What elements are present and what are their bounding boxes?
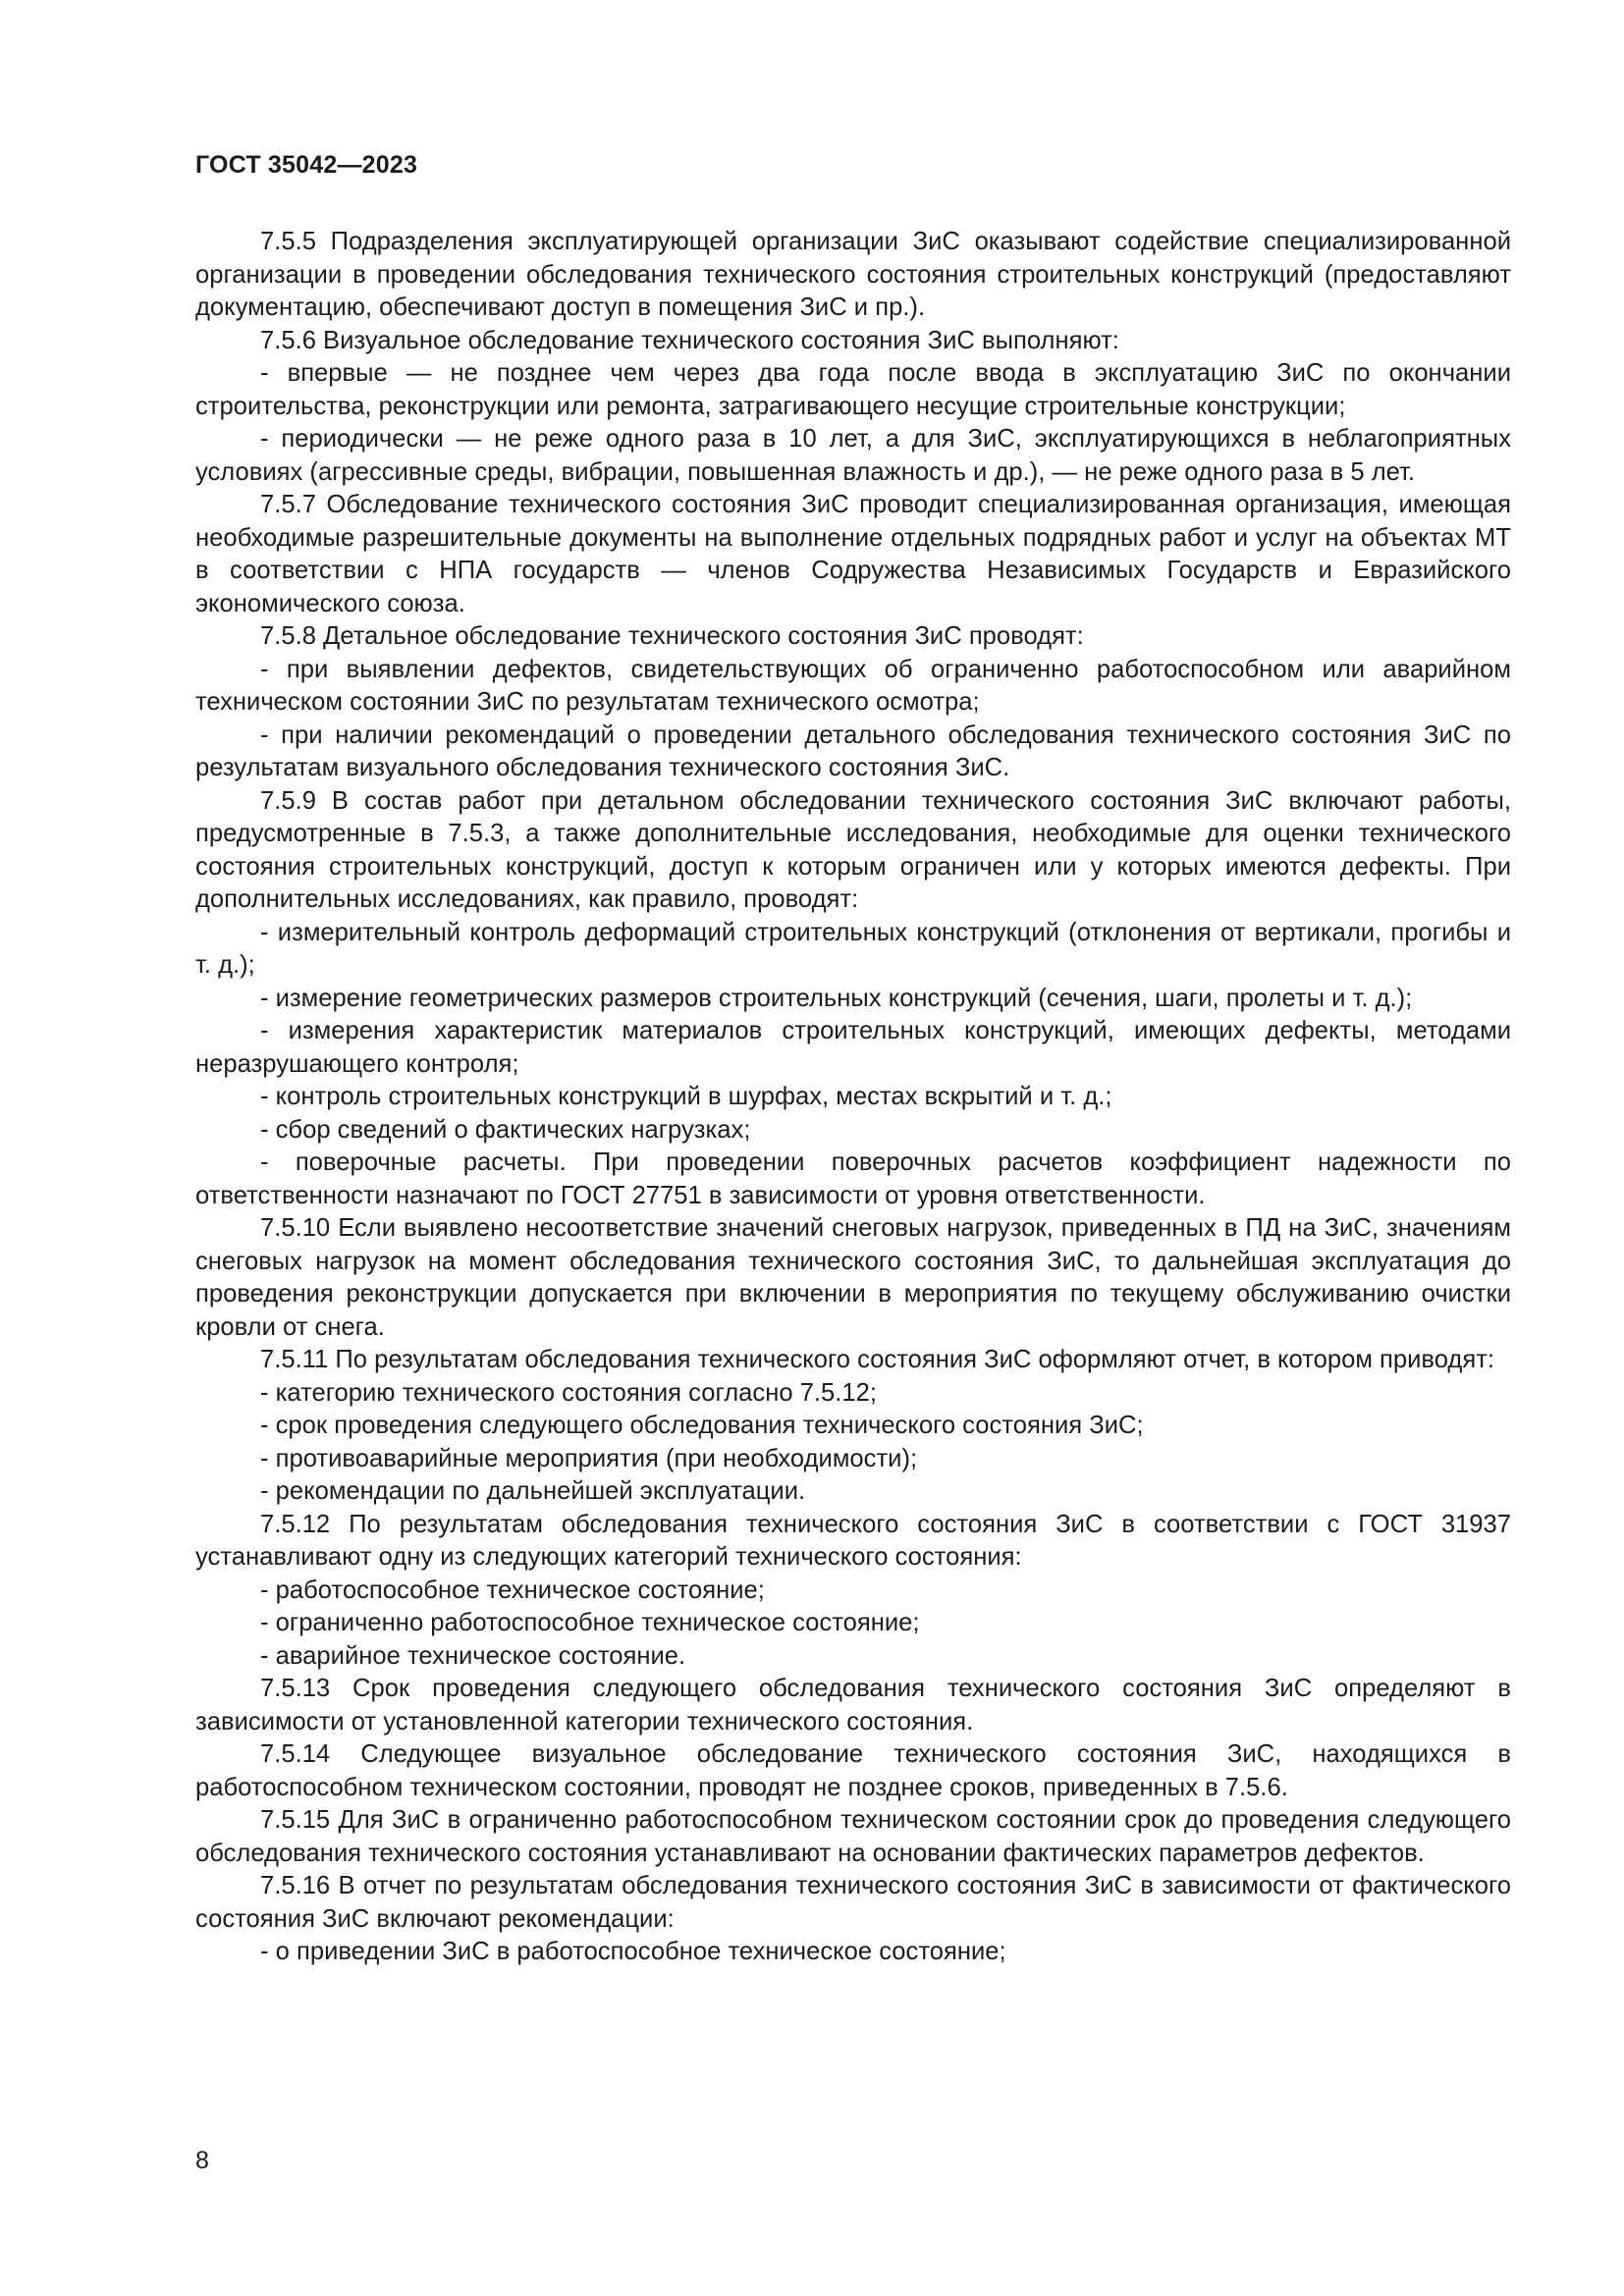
list-item: - ограниченно работоспособное техническое состояние;: [260, 1609, 920, 1636]
paragraph-7-5-16: 7.5.16 В отчет по результатам обследования технического состояния ЗиС в зависимости от фактического состояния ЗиС включают рекомендации:: [195, 1872, 1511, 1933]
list-item: - рекомендации по дальнейшей эксплуатации.: [260, 1477, 806, 1505]
document-header: ГОСТ 35042—2023: [195, 151, 418, 179]
list-item: - о приведении ЗиС в работоспособное техническое состояние;: [260, 1938, 1006, 1965]
paragraph-7-5-11: 7.5.11 По результатам обследования технического состояния ЗиС оформляют отчет, в котором приводят:: [260, 1346, 1495, 1373]
list-item: - измерения характеристик материалов строительных конструкций, имеющих дефекты, методами неразрушающего контроля;: [195, 1017, 1511, 1078]
list-item: - при наличии рекомендаций о проведении детального обследования технического состояния ЗиС по результатам визуального обследования технического состояния ЗиС.: [195, 721, 1511, 781]
list-item: - категорию технического состояния согласно 7.5.12;: [260, 1378, 877, 1407]
paragraph-7-5-15: 7.5.15 Для ЗиС в ограниченно работоспособном техническом состоянии срок до проведения следующего обследования технического состояния устанавливают на основании фактических параметров дефектов.: [195, 1806, 1511, 1867]
list-item: - измерительный контроль деформаций строительных конструкций (отклонения от вертикали, прогибы и т. д.);: [195, 918, 1511, 979]
list-item: - впервые — не позднее чем через два года после ввода в эксплуатацию ЗиС по окончании строительства, реконструкции или ремонта, затрагивающего несущие строительные конструкции;: [195, 359, 1511, 420]
paragraph-7-5-7: 7.5.7 Обследование технического состояния ЗиС проводит специализированная организация, имеющая необходимые разрешительные документы на выполнение отдельных подрядных работ и услуг на объектах МТ в соответствии с НПА государств — членов Содружества Независимых Государств и Евразийского экономического союза.: [195, 491, 1511, 617]
paragraph-7-5-12: 7.5.12 По результатам обследования технического состояния ЗиС в соответствии с ГОСТ 31937 устанавливают одну из следующих категорий технического состояния:: [195, 1510, 1511, 1571]
list-item: - аварийное техническое состояние.: [260, 1641, 686, 1670]
list-item: - периодически — не реже одного раза в 10 лет, а для ЗиС, эксплуатирующихся в неблагоприятных условиях (агрессивные среды, вибрации, повышенная влажность и др.), — не реже одного раза в 5 лет.: [195, 425, 1511, 486]
paragraph-7-5-9: 7.5.9 В состав работ при детальном обследовании технического состояния ЗиС включают работы, предусмотренные в 7.5.3, а также дополнительные исследования, необходимые для оценки технического состояния строительных конструкций, доступ к которым ограничен или у которых имеются дефекты. При дополнительных исследованиях, как правило, проводят:: [195, 786, 1511, 913]
paragraph-7-5-5: 7.5.5 Подразделения эксплуатирующей организации ЗиС оказывают содействие специализированной организации в проведении обследования технического состояния строительных конструкций (предоставляют документацию, обеспечивают доступ в помещения ЗиС и пр.).: [195, 228, 1511, 321]
paragraph-7-5-8: 7.5.8 Детальное обследование технического состояния ЗиС проводят:: [260, 622, 1084, 650]
page-number: 8: [195, 2147, 209, 2174]
list-item: - сбор сведений о фактических нагрузках;: [260, 1115, 751, 1144]
paragraph-7-5-6: 7.5.6 Визуальное обследование технического состояния ЗиС выполняют:: [260, 326, 1119, 354]
list-item: - при выявлении дефектов, свидетельствующих об ограниченно работоспособном или аварийном техническом состоянии ЗиС по результатам технического осмотра;: [195, 655, 1511, 716]
list-item: - поверочные расчеты. При проведении поверочных расчетов коэффициент надежности по ответственности назначают по ГОСТ 27751 в зависимости от уровня ответственности.: [195, 1148, 1511, 1209]
list-item: - работоспособное техническое состояние;: [260, 1575, 765, 1604]
list-item: - измерение геометрических размеров строительных конструкций (сечения, шаги, пролеты и т. д.);: [260, 984, 1413, 1012]
paragraph-7-5-13: 7.5.13 Срок проведения следующего обследования технического состояния ЗиС определяют в зависимости от установленной категории технического состояния.: [195, 1675, 1511, 1735]
paragraph-7-5-14: 7.5.14 Следующее визуальное обследование технического состояния ЗиС, находящихся в работоспособном техническом состоянии, проводят не позднее сроков, приведенных в 7.5.6.: [195, 1740, 1511, 1801]
paragraph-7-5-10: 7.5.10 Если выявлено несоответствие значений снеговых нагрузок, приведенных в ПД на ЗиС, значениям снеговых нагрузок на момент обследования технического состояния ЗиС, то дальнейшая эксплуатация до проведения реконструкции допускается при включении в мероприятия по текущему обслуживанию очистки кровли от снега.: [195, 1214, 1511, 1341]
list-item: - контроль строительных конструкций в шурфах, местах вскрытий и т. д.;: [260, 1083, 1112, 1110]
list-item: - срок проведения следующего обследования технического состояния ЗиС;: [260, 1412, 1144, 1439]
document-body: [195, 226, 1511, 1969]
list-item: - противоаварийные мероприятия (при необходимости);: [260, 1444, 918, 1472]
